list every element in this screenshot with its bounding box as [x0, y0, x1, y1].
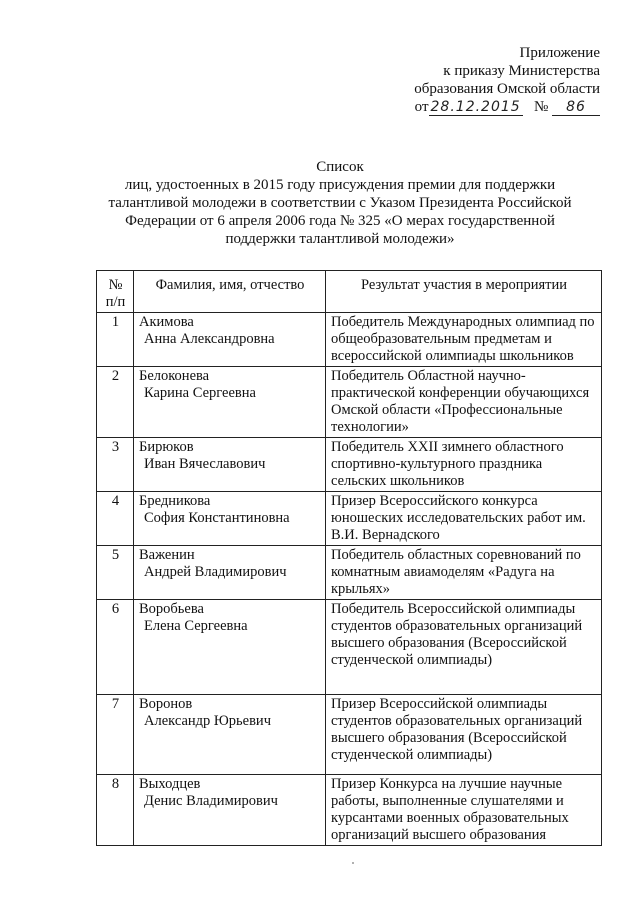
title-line-1: лиц, удостоенных в 2015 году присуждения премии для поддержки	[124, 177, 556, 193]
full-name	[134, 546, 326, 600]
surname: Акимова	[139, 314, 194, 330]
appendix-header	[414, 44, 600, 116]
given-names: Елена Сергеевна	[144, 618, 248, 634]
row-number: 7	[97, 695, 134, 775]
given-names: Александр Юрьевич	[144, 713, 271, 729]
laureates-table	[96, 270, 602, 846]
participation-result: Призер Всероссийской олимпиады студентов образовательных организаций высшего образования (Всероссийской студенческой олимпиады)	[326, 695, 602, 775]
full-name	[134, 775, 326, 846]
header-num	[97, 271, 134, 313]
order-date-line	[414, 98, 600, 116]
title-heading: Список	[316, 159, 364, 175]
participation-result: Призер Конкурса на лучшие научные работы, выполненные слушателями и курсантами военных образовательных организаций высшего образования	[326, 775, 602, 846]
surname: Бредникова	[139, 493, 211, 509]
header-result: Результат участия в мероприятии	[326, 271, 602, 313]
order-number-handwritten: 86	[552, 100, 600, 116]
scan-speck	[352, 862, 354, 864]
appendix-line-1: Приложение	[519, 45, 600, 61]
row-number: 6	[97, 600, 134, 695]
participation-result: Победитель Областной научно-практической конференции обучающихся Омской области «Профессиональные технологии»	[326, 367, 602, 438]
table-row	[97, 600, 602, 695]
surname: Бирюков	[139, 439, 194, 455]
given-names: София Константиновна	[144, 510, 290, 526]
surname: Воронов	[139, 696, 193, 712]
title-line-2: талантливой молодежи в соответствии с Указом Президента Российской	[108, 195, 572, 211]
participation-result: Победитель Международных олимпиад по общеобразовательным предметам и всероссийской олимпиады школьников	[326, 313, 602, 367]
title-line-4: поддержки талантливой молодежи»	[225, 231, 455, 247]
row-number: 4	[97, 492, 134, 546]
surname: Выходцев	[139, 776, 201, 792]
given-names: Андрей Владимирович	[144, 564, 287, 580]
full-name	[134, 492, 326, 546]
full-name	[134, 600, 326, 695]
row-number: 1	[97, 313, 134, 367]
surname: Важенин	[139, 547, 195, 563]
table-row	[97, 492, 602, 546]
appendix-line-3: образования Омской области	[414, 81, 600, 97]
number-prefix: №	[533, 99, 549, 115]
given-names: Денис Владимирович	[144, 793, 278, 809]
table-row	[97, 438, 602, 492]
table-row	[97, 313, 602, 367]
surname: Белоконева	[139, 368, 210, 384]
full-name	[134, 695, 326, 775]
participation-result: Призер Всероссийского конкурса юношеских исследовательских работ им. В.И. Вернадского	[326, 492, 602, 546]
header-name: Фамилия, имя, отчество	[134, 271, 326, 313]
date-prefix: от	[414, 99, 429, 115]
full-name	[134, 367, 326, 438]
table-row	[97, 775, 602, 846]
given-names: Карина Сергеевна	[144, 385, 256, 401]
table-row	[97, 695, 602, 775]
given-names: Анна Александровна	[144, 331, 275, 347]
document-title	[80, 158, 600, 248]
order-date-handwritten: 28.12.2015	[430, 99, 521, 115]
row-number: 5	[97, 546, 134, 600]
participation-result: Победитель XXII зимнего областного спортивно-культурного праздника сельских школьников	[326, 438, 602, 492]
row-number: 3	[97, 438, 134, 492]
header-num-line2: п/п	[105, 294, 126, 310]
row-number: 2	[97, 367, 134, 438]
table-row	[97, 367, 602, 438]
table-header-row	[97, 271, 602, 313]
full-name	[134, 438, 326, 492]
participation-result: Победитель областных соревнований по комнатным авиамоделям «Радуга на крыльях»	[326, 546, 602, 600]
title-line-3: Федерации от 6 апреля 2006 года № 325 «О мерах государственной	[125, 213, 555, 229]
row-number: 8	[97, 775, 134, 846]
table-row	[97, 546, 602, 600]
participation-result: Победитель Всероссийской олимпиады студентов образовательных организаций высшего образования (Всероссийской студенческой олимпиады)	[326, 600, 602, 695]
appendix-line-2: к приказу Министерства	[443, 63, 600, 79]
header-num-line1: №	[108, 277, 123, 293]
given-names: Иван Вячеславович	[144, 456, 266, 472]
surname: Воробьева	[139, 601, 204, 617]
full-name	[134, 313, 326, 367]
table-body	[97, 313, 602, 846]
